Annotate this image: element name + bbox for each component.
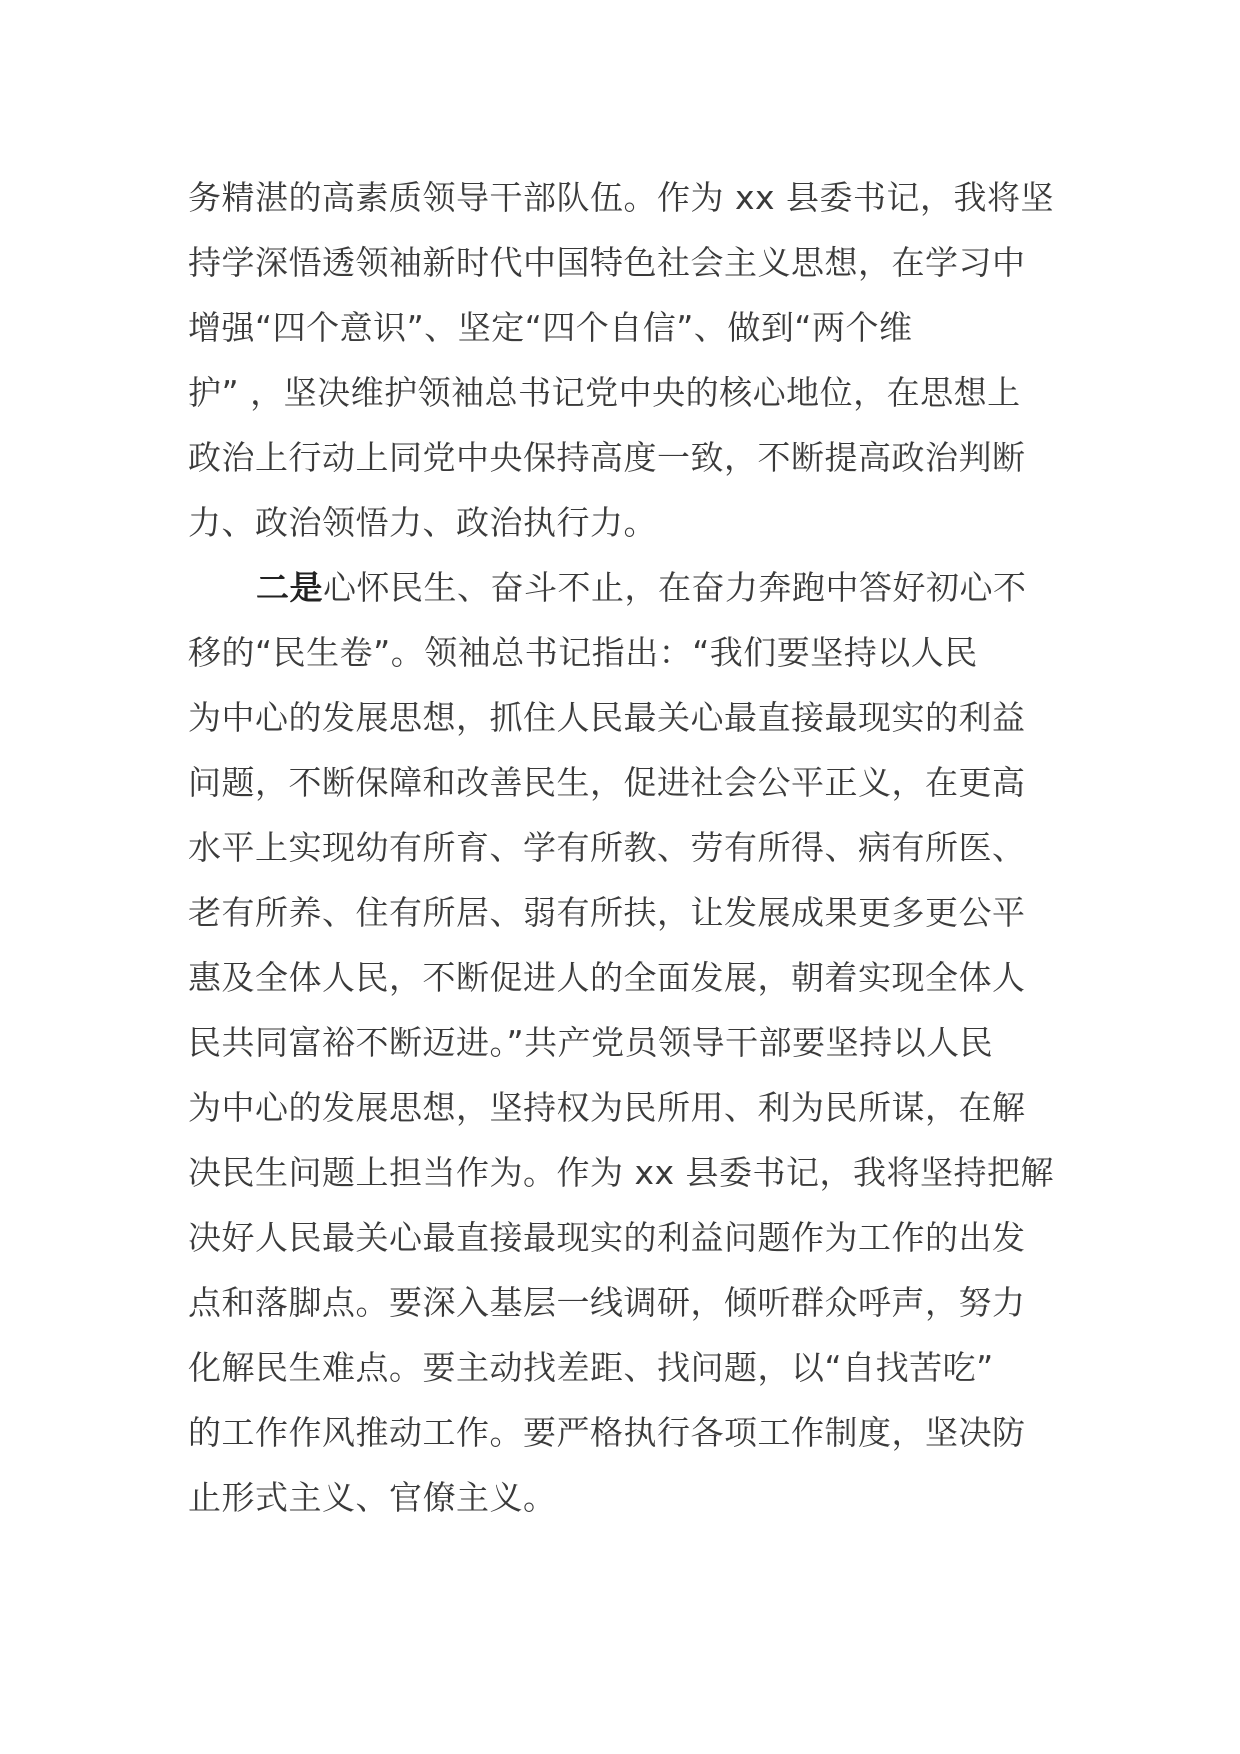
text-line: 的工作作风推动工作。要严格执行各项工作制度，坚决防 — [188, 1413, 1026, 1452]
text-line: 老有所养、住有所居、弱有所扶，让发展成果更多更公平 — [188, 893, 1026, 932]
text-line: 增强“四个意识”、坚定“四个自信”、做到“两个维 — [188, 308, 913, 347]
text-line: 为中心的发展思想，坚持权为民所用、利为民所谋，在解 — [188, 1088, 1026, 1127]
text-line: 问题，不断保障和改善民生，促进社会公平正义，在更高 — [188, 763, 1026, 802]
text-line: 移的“民生卷”。领袖总书记指出：“我们要坚持以人民 — [188, 633, 978, 672]
paragraph-1 — [188, 165, 1058, 555]
text-line: 政治上行动上同党中央保持高度一致，不断提高政治判断 — [188, 438, 1026, 477]
text-line: 持学深悟透领袖新时代中国特色社会主义思想，在学习中 — [188, 243, 1026, 282]
paragraph-2 — [188, 555, 1058, 1530]
text-line-first — [188, 555, 1058, 620]
text-line: 决民生问题上担当作为。作为 xx 县委书记，我将坚持把解 — [188, 1153, 1055, 1192]
text-line: 水平上实现幼有所育、学有所教、劳有所得、病有所医、 — [188, 828, 1026, 867]
document-page — [188, 165, 1058, 1530]
paragraph-lead-bold: 二是 — [256, 568, 323, 607]
text-line: 点和落脚点。要深入基层一线调研，倾听群众呼声，努力 — [188, 1283, 1026, 1322]
text-line: 化解民生难点。要主动找差距、找问题，以“自找苦吃” — [188, 1348, 994, 1387]
text-line: 护” ，坚决维护领袖总书记党中央的核心地位，在思想上 — [188, 373, 1021, 412]
text-line: 力、政治领悟力、政治执行力。 — [188, 503, 657, 542]
text-line: 止形式主义、官僚主义。 — [188, 1478, 557, 1517]
text-line: 决好人民最关心最直接最现实的利益问题作为工作的出发 — [188, 1218, 1026, 1257]
text-line: 民共同富裕不断迈进。”共产党员领导干部要坚持以人民 — [188, 1023, 994, 1062]
text-span: 心怀民生、奋斗不止，在奋力奔跑中答好初心不 — [323, 568, 1027, 607]
text-line: 务精湛的高素质领导干部队伍。作为 xx 县委书记，我将坚 — [188, 178, 1055, 217]
text-line: 为中心的发展思想，抓住人民最关心最直接最现实的利益 — [188, 698, 1026, 737]
text-line: 惠及全体人民，不断促进人的全面发展，朝着实现全体人 — [188, 958, 1026, 997]
